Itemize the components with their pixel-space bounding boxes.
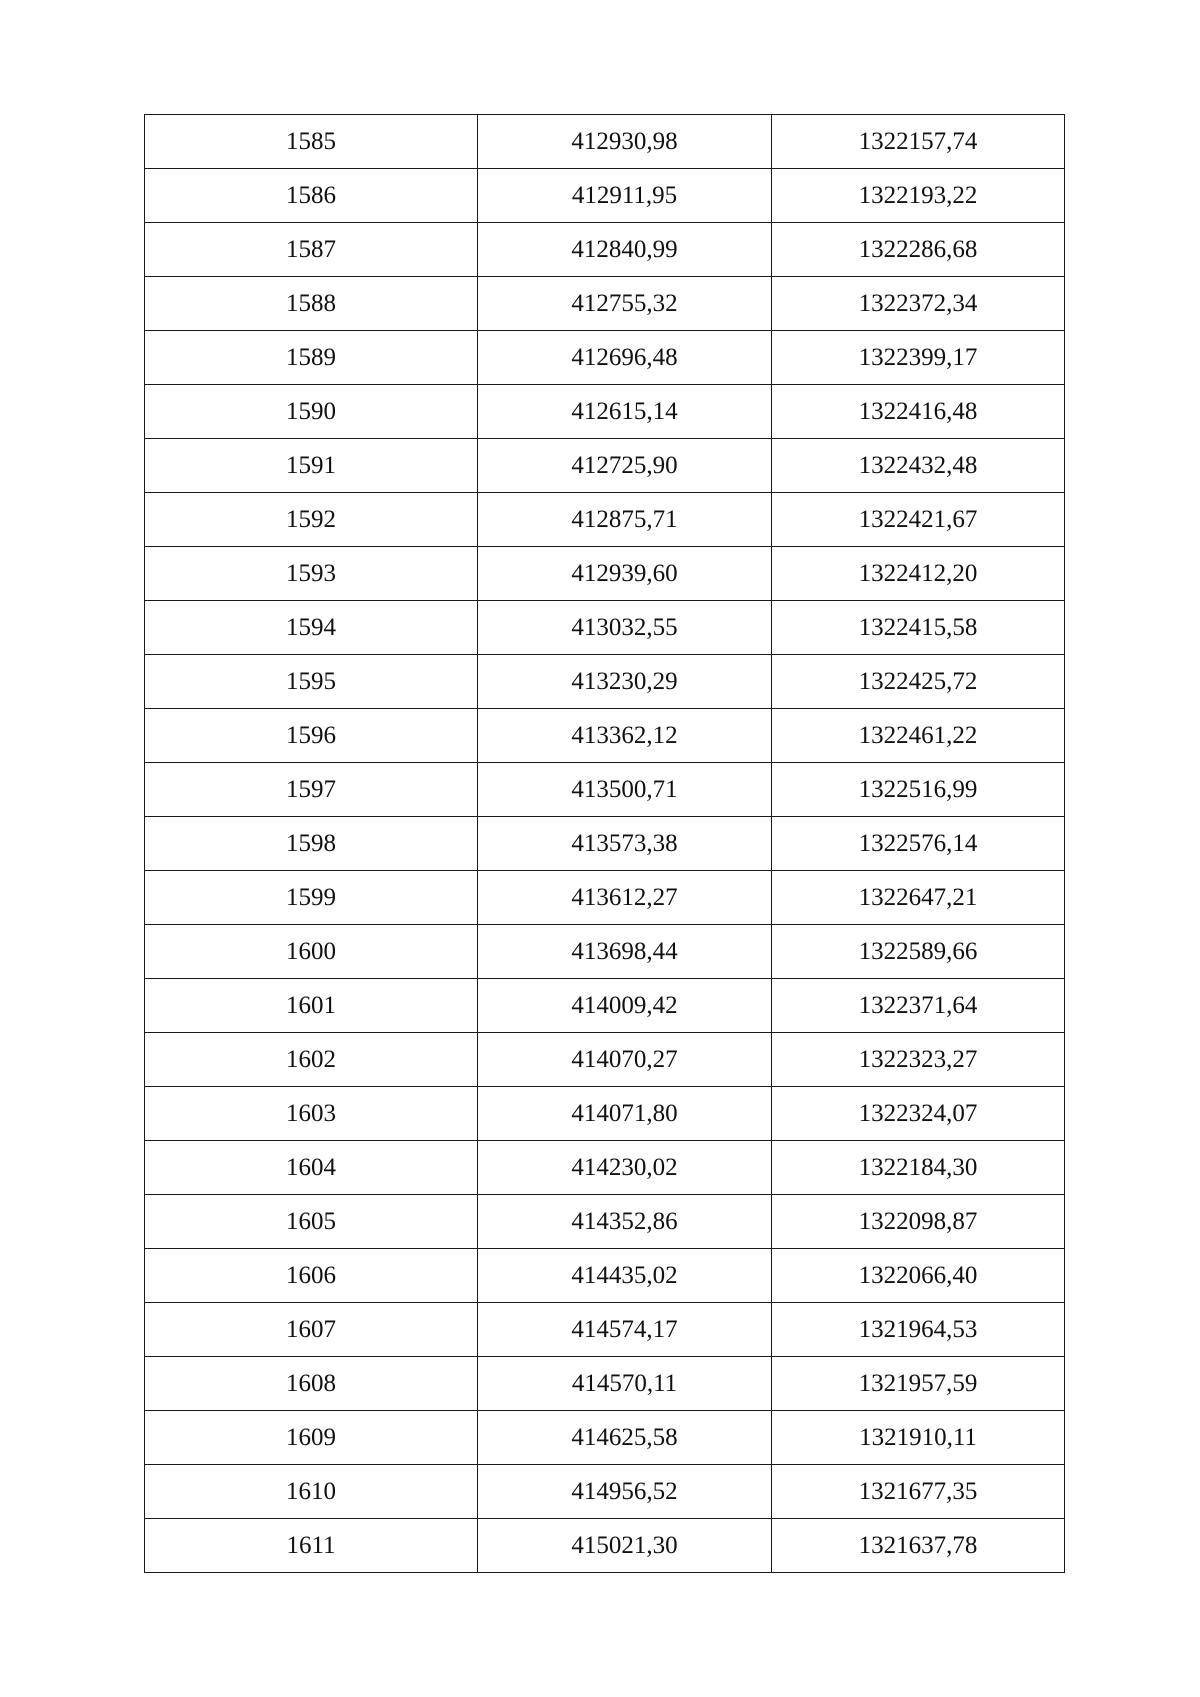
y-coordinate-cell: 1322425,72 (772, 655, 1065, 709)
point-number-cell: 1590 (145, 385, 478, 439)
point-number-cell: 1604 (145, 1141, 478, 1195)
point-number-cell: 1593 (145, 547, 478, 601)
x-coordinate-cell: 414071,80 (478, 1087, 772, 1141)
point-number-cell: 1607 (145, 1303, 478, 1357)
table-row (145, 1195, 1065, 1249)
table-row (145, 1141, 1065, 1195)
y-coordinate-cell: 1322098,87 (772, 1195, 1065, 1249)
table-row (145, 385, 1065, 439)
point-number-cell: 1592 (145, 493, 478, 547)
point-number-cell: 1600 (145, 925, 478, 979)
point-number-cell: 1606 (145, 1249, 478, 1303)
y-coordinate-cell: 1322157,74 (772, 115, 1065, 169)
x-coordinate-cell: 414352,86 (478, 1195, 772, 1249)
table-row (145, 709, 1065, 763)
y-coordinate-cell: 1321677,35 (772, 1465, 1065, 1519)
point-number-cell: 1591 (145, 439, 478, 493)
point-number-cell: 1601 (145, 979, 478, 1033)
table-row (145, 1519, 1065, 1573)
x-coordinate-cell: 412696,48 (478, 331, 772, 385)
y-coordinate-cell: 1322416,48 (772, 385, 1065, 439)
x-coordinate-cell: 414956,52 (478, 1465, 772, 1519)
coordinates-table (144, 114, 1065, 1573)
table-row (145, 655, 1065, 709)
y-coordinate-cell: 1322066,40 (772, 1249, 1065, 1303)
table-row (145, 115, 1065, 169)
table-row (145, 1465, 1065, 1519)
x-coordinate-cell: 413032,55 (478, 601, 772, 655)
x-coordinate-cell: 412911,95 (478, 169, 772, 223)
x-coordinate-cell: 412725,90 (478, 439, 772, 493)
y-coordinate-cell: 1321957,59 (772, 1357, 1065, 1411)
y-coordinate-cell: 1322432,48 (772, 439, 1065, 493)
table-row (145, 223, 1065, 277)
table-row (145, 817, 1065, 871)
x-coordinate-cell: 414435,02 (478, 1249, 772, 1303)
point-number-cell: 1586 (145, 169, 478, 223)
point-number-cell: 1595 (145, 655, 478, 709)
table-row (145, 601, 1065, 655)
y-coordinate-cell: 1322412,20 (772, 547, 1065, 601)
table-row (145, 1087, 1065, 1141)
y-coordinate-cell: 1321637,78 (772, 1519, 1065, 1573)
y-coordinate-cell: 1322371,64 (772, 979, 1065, 1033)
point-number-cell: 1610 (145, 1465, 478, 1519)
point-number-cell: 1594 (145, 601, 478, 655)
table-row (145, 169, 1065, 223)
x-coordinate-cell: 414570,11 (478, 1357, 772, 1411)
y-coordinate-cell: 1322286,68 (772, 223, 1065, 277)
x-coordinate-cell: 415021,30 (478, 1519, 772, 1573)
x-coordinate-cell: 413500,71 (478, 763, 772, 817)
x-coordinate-cell: 413612,27 (478, 871, 772, 925)
point-number-cell: 1605 (145, 1195, 478, 1249)
point-number-cell: 1608 (145, 1357, 478, 1411)
y-coordinate-cell: 1322461,22 (772, 709, 1065, 763)
table-row (145, 1249, 1065, 1303)
table-row (145, 979, 1065, 1033)
y-coordinate-cell: 1322576,14 (772, 817, 1065, 871)
point-number-cell: 1611 (145, 1519, 478, 1573)
y-coordinate-cell: 1322589,66 (772, 925, 1065, 979)
y-coordinate-cell: 1322516,99 (772, 763, 1065, 817)
x-coordinate-cell: 413362,12 (478, 709, 772, 763)
y-coordinate-cell: 1321910,11 (772, 1411, 1065, 1465)
y-coordinate-cell: 1322647,21 (772, 871, 1065, 925)
point-number-cell: 1589 (145, 331, 478, 385)
x-coordinate-cell: 412939,60 (478, 547, 772, 601)
table-row (145, 1303, 1065, 1357)
point-number-cell: 1598 (145, 817, 478, 871)
table-row (145, 1033, 1065, 1087)
x-coordinate-cell: 414009,42 (478, 979, 772, 1033)
y-coordinate-cell: 1322324,07 (772, 1087, 1065, 1141)
x-coordinate-cell: 412930,98 (478, 115, 772, 169)
x-coordinate-cell: 414230,02 (478, 1141, 772, 1195)
table-row (145, 439, 1065, 493)
table-row (145, 277, 1065, 331)
point-number-cell: 1587 (145, 223, 478, 277)
point-number-cell: 1588 (145, 277, 478, 331)
x-coordinate-cell: 414574,17 (478, 1303, 772, 1357)
point-number-cell: 1609 (145, 1411, 478, 1465)
table-row (145, 871, 1065, 925)
y-coordinate-cell: 1322323,27 (772, 1033, 1065, 1087)
table-row (145, 493, 1065, 547)
table-row (145, 1357, 1065, 1411)
x-coordinate-cell: 412840,99 (478, 223, 772, 277)
table-row (145, 763, 1065, 817)
point-number-cell: 1596 (145, 709, 478, 763)
table-row (145, 331, 1065, 385)
table-row (145, 1411, 1065, 1465)
point-number-cell: 1585 (145, 115, 478, 169)
point-number-cell: 1603 (145, 1087, 478, 1141)
coordinates-table-body (145, 115, 1065, 1573)
x-coordinate-cell: 414625,58 (478, 1411, 772, 1465)
point-number-cell: 1602 (145, 1033, 478, 1087)
y-coordinate-cell: 1322193,22 (772, 169, 1065, 223)
x-coordinate-cell: 414070,27 (478, 1033, 772, 1087)
point-number-cell: 1599 (145, 871, 478, 925)
x-coordinate-cell: 413698,44 (478, 925, 772, 979)
x-coordinate-cell: 412755,32 (478, 277, 772, 331)
table-row (145, 925, 1065, 979)
y-coordinate-cell: 1322184,30 (772, 1141, 1065, 1195)
y-coordinate-cell: 1322372,34 (772, 277, 1065, 331)
x-coordinate-cell: 412615,14 (478, 385, 772, 439)
y-coordinate-cell: 1321964,53 (772, 1303, 1065, 1357)
point-number-cell: 1597 (145, 763, 478, 817)
x-coordinate-cell: 413573,38 (478, 817, 772, 871)
x-coordinate-cell: 413230,29 (478, 655, 772, 709)
y-coordinate-cell: 1322421,67 (772, 493, 1065, 547)
y-coordinate-cell: 1322399,17 (772, 331, 1065, 385)
table-row (145, 547, 1065, 601)
x-coordinate-cell: 412875,71 (478, 493, 772, 547)
y-coordinate-cell: 1322415,58 (772, 601, 1065, 655)
